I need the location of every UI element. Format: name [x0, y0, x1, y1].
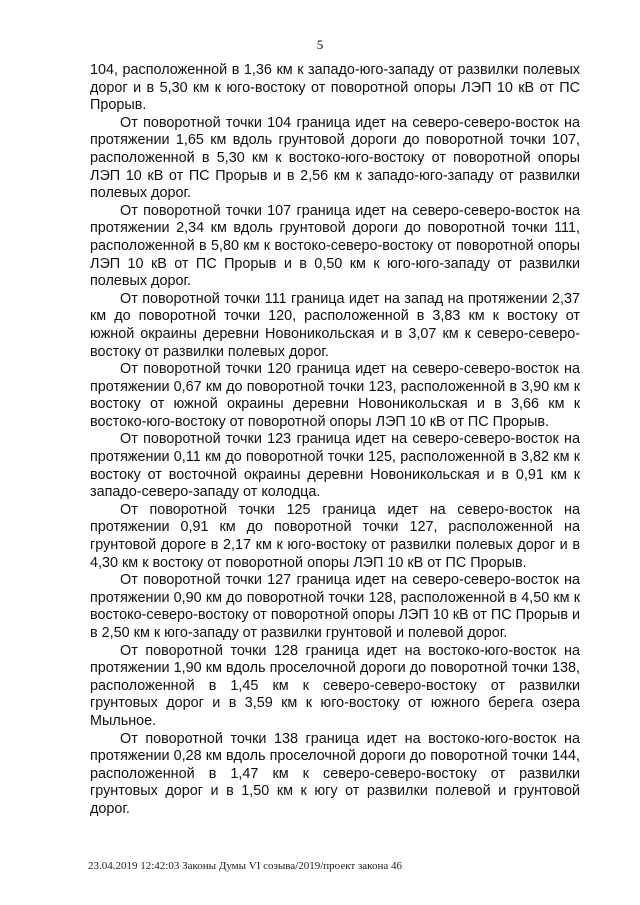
paragraph: От поворотной точки 127 граница идет на северо-северо-восток на протяжении 0,90 км до поворотной точки 128, расположенной в 4,50 км к востоко-северо-востоку от поворотной опоры ЛЭП 10 кВ от ПС Прорыв и в 2,50 км к юго-западу от развилки грунтовой и полевой дорог.	[90, 572, 581, 641]
paragraph: От поворотной точки 120 граница идет на северо-северо-восток на протяжении 0,67 км до поворотной точки 123, расположенной в 3,90 км к востоку от южной окраины деревни Новоникольская и в 3,66 км к востоко-юго-востоку от поворотной опоры ЛЭП 10 кВ от ПС Прорыв.	[90, 361, 580, 430]
paragraph: От поворотной точки 123 граница идет на северо-северо-восток на протяжении 0,11 км до поворотной точки 125, расположенной в 3,82 км к востоку от восточной окраины деревни Новоникольская и в 0,91 км к западо-северо-западу от колодца.	[90, 431, 580, 501]
document-body	[90, 62, 580, 819]
page-number: 5	[316, 37, 324, 52]
paragraph: 104, расположенной в 1,36 км к западо-юго-западу от развилки полевых дорог и в 5,30 км к юго-востоку от поворотной опоры ЛЭП 10 кВ от ПС Прорыв.	[90, 62, 580, 114]
paragraph: От поворотной точки 125 граница идет на северо-восток на протяжении 0,91 км до поворотной точки 127, расположенной на грунтовой дороге в 2,17 км к юго-востоку от развилки полевых дорог и в 4,30 км к востоку от поворотной опоры ЛЭП 10 кВ от ПС Прорыв.	[90, 501, 580, 571]
page-footer: 23.04.2019 12:42:03 Законы Думы VI созыва/2019/проект закона 46	[88, 860, 402, 872]
paragraph: От поворотной точки 107 граница идет на северо-северо-восток на протяжении 2,34 км вдоль грунтовой дороги до поворотной точки 111, расположенной в 5,80 км к востоко-северо-востоку от поворотной опоры ЛЭП 10 кВ от ПС Прорыв и в 0,50 км к юго-юго-западу от развилки полевых дорог.	[90, 202, 580, 290]
paragraph: От поворотной точки 128 граница идет на востоко-юго-восток на протяжении 1,90 км вдоль проселочной дороги до поворотной точки 138, расположенной в 1,45 км к северо-северо-востоку от развилки грунтовых дорог и в 3,59 км к юго-востоку от южного берега озера Мыльное.	[90, 642, 580, 729]
paragraph: От поворотной точки 138 граница идет на востоко-юго-восток на протяжении 0,28 км вдоль проселочной дороги до поворотной точки 144, расположенной в 1,47 км к северо-северо-востоку от развилки грунтовых дорог и в 1,50 км к югу от развилки полевой и грунтовой дорог.	[90, 730, 580, 817]
paragraph: От поворотной точки 104 граница идет на северо-северо-восток на протяжении 1,65 км вдоль грунтовой дороги до поворотной точки 107, расположенной в 5,30 км к востоко-юго-востоку от поворотной опоры ЛЭП 10 кВ от ПС Прорыв и в 2,56 км к западо-юго-западу от развилки полевых дорог.	[90, 114, 580, 202]
paragraph: От поворотной точки 111 граница идет на запад на протяжении 2,37 км до поворотной точки 120, расположенной в 3,83 км к востоку от южной окраины деревни Новоникольская и в 3,07 км к северо-северо-востоку от развилки полевых дорог.	[90, 290, 580, 360]
